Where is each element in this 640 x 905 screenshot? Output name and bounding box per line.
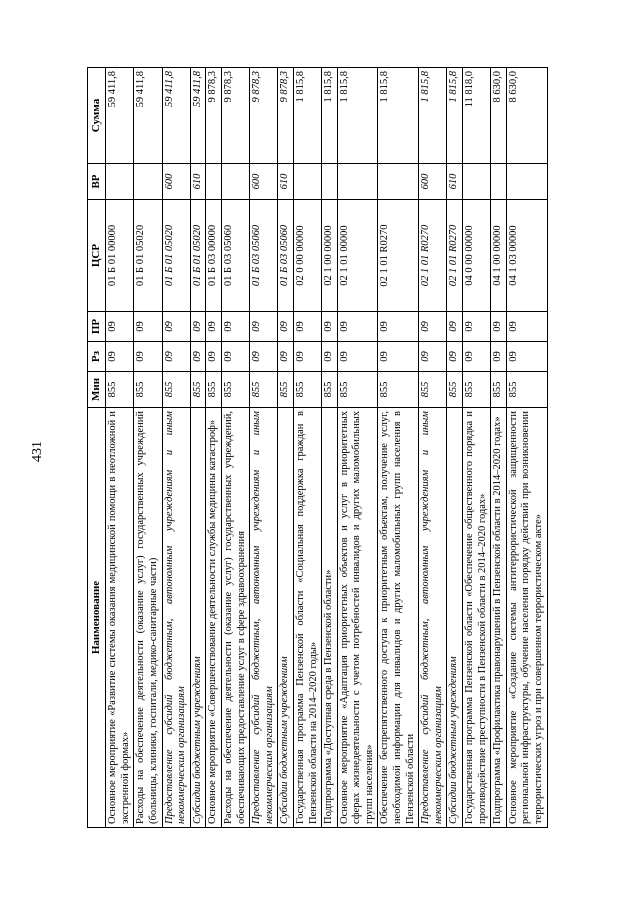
cell-pr: 09 bbox=[278, 312, 294, 342]
cell-rz: 09 bbox=[491, 342, 507, 372]
cell-name: Государственная программа Пензенской области «Обеспечение общественного порядка и противодействие преступности в Пензенской области в 2014–2020 годах» bbox=[463, 408, 491, 828]
table-row bbox=[447, 68, 463, 828]
cell-rz: 09 bbox=[278, 342, 294, 372]
cell-sum: 59 411,8 bbox=[106, 68, 134, 164]
cell-csr: 02 1 00 00000 bbox=[322, 200, 338, 312]
cell-pr: 09 bbox=[221, 312, 249, 342]
header-csr: ЦСР bbox=[88, 200, 106, 312]
cell-csr: 01 Б 03 05060 bbox=[221, 200, 249, 312]
cell-pr: 09 bbox=[322, 312, 338, 342]
cell-rz: 09 bbox=[162, 342, 190, 372]
cell-vr bbox=[221, 164, 249, 200]
cell-csr: 01 Б 03 05060 bbox=[250, 200, 278, 312]
cell-vr: 610 bbox=[190, 164, 206, 200]
cell-csr: 01 Б 01 00000 bbox=[106, 200, 134, 312]
table-row bbox=[250, 68, 278, 828]
cell-name: Обеспечение беспрепятственного доступа к приоритетным объектам, получение услуг, необходимой информации для инвалидов и других маломобильных групп населения в Пензенской области bbox=[378, 408, 419, 828]
cell-name: Основное мероприятие «Создание системы антитеррористической защищенности региональной инфраструктуры, обучение населения порядку действий при возникновении террористических угроз и при совершенном террористическом акте» bbox=[506, 408, 547, 828]
cell-pr: 09 bbox=[419, 312, 447, 342]
cell-name: Предоставление субсидий бюджетным, автономным учреждениям и иным некоммерческим организациям bbox=[419, 408, 447, 828]
cell-name: Основное мероприятие «Развитие системы оказания медицинской помощи в неотложной и экстренной формах» bbox=[106, 408, 134, 828]
cell-rz: 09 bbox=[293, 342, 321, 372]
cell-csr: 04 0 00 00000 bbox=[463, 200, 491, 312]
cell-csr: 02 1 01 00000 bbox=[337, 200, 378, 312]
cell-csr: 01 Б 03 05060 bbox=[278, 200, 294, 312]
cell-rz: 09 bbox=[419, 342, 447, 372]
cell-rz: 09 bbox=[206, 342, 222, 372]
cell-min: 855 bbox=[278, 372, 294, 408]
cell-sum: 1 815,8 bbox=[447, 68, 463, 164]
cell-min: 855 bbox=[106, 372, 134, 408]
cell-name: Расходы на обеспечение деятельности (оказание услуг) государственных учреждений (больницы, клиники, госпитали, медико-санитарные части) bbox=[134, 408, 162, 828]
cell-csr: 04 1 00 00000 bbox=[491, 200, 507, 312]
cell-rz: 09 bbox=[322, 342, 338, 372]
cell-sum: 9 878,3 bbox=[250, 68, 278, 164]
table-row bbox=[190, 68, 206, 828]
table-row bbox=[206, 68, 222, 828]
cell-vr bbox=[337, 164, 378, 200]
cell-csr: 01 Б 01 05020 bbox=[162, 200, 190, 312]
cell-sum: 8 630,0 bbox=[491, 68, 507, 164]
cell-pr: 09 bbox=[190, 312, 206, 342]
table-row bbox=[134, 68, 162, 828]
cell-pr: 09 bbox=[491, 312, 507, 342]
header-sum: Сумма bbox=[88, 68, 106, 164]
cell-csr: 04 1 03 00000 bbox=[506, 200, 547, 312]
cell-min: 855 bbox=[162, 372, 190, 408]
cell-vr: 600 bbox=[419, 164, 447, 200]
cell-name: Основное мероприятие «Совершенствование деятельности службы медицины катастроф» bbox=[206, 408, 222, 828]
cell-rz: 09 bbox=[447, 342, 463, 372]
cell-min: 855 bbox=[337, 372, 378, 408]
cell-sum: 9 878,3 bbox=[221, 68, 249, 164]
cell-vr bbox=[506, 164, 547, 200]
cell-min: 855 bbox=[378, 372, 419, 408]
cell-sum: 59 411,8 bbox=[190, 68, 206, 164]
page-number: 431 bbox=[30, 441, 45, 462]
cell-pr: 09 bbox=[134, 312, 162, 342]
cell-vr bbox=[206, 164, 222, 200]
cell-rz: 09 bbox=[106, 342, 134, 372]
table-row bbox=[491, 68, 507, 828]
cell-min: 855 bbox=[322, 372, 338, 408]
cell-rz: 09 bbox=[337, 342, 378, 372]
cell-name: Предоставление субсидий бюджетным, автономным учреждениям и иным некоммерческим организациям bbox=[162, 408, 190, 828]
cell-vr: 600 bbox=[162, 164, 190, 200]
cell-vr bbox=[106, 164, 134, 200]
cell-sum: 9 878,3 bbox=[206, 68, 222, 164]
cell-vr bbox=[491, 164, 507, 200]
table-row bbox=[463, 68, 491, 828]
cell-name: Субсидии бюджетным учреждениям bbox=[447, 408, 463, 828]
cell-name: Подпрограмма «Доступная среда в Пензенской области» bbox=[322, 408, 338, 828]
table-row bbox=[293, 68, 321, 828]
cell-pr: 09 bbox=[506, 312, 547, 342]
cell-min: 855 bbox=[506, 372, 547, 408]
cell-min: 855 bbox=[206, 372, 222, 408]
cell-min: 855 bbox=[293, 372, 321, 408]
cell-csr: 02 1 01 R0270 bbox=[419, 200, 447, 312]
cell-sum: 9 878,3 bbox=[278, 68, 294, 164]
header-pr: ПР bbox=[88, 312, 106, 342]
table-row bbox=[322, 68, 338, 828]
table-row bbox=[337, 68, 378, 828]
cell-rz: 09 bbox=[378, 342, 419, 372]
cell-min: 855 bbox=[463, 372, 491, 408]
header-rz: Рз bbox=[88, 342, 106, 372]
cell-sum: 1 815,8 bbox=[419, 68, 447, 164]
cell-pr: 09 bbox=[293, 312, 321, 342]
cell-name: Субсидии бюджетным учреждениям bbox=[278, 408, 294, 828]
cell-min: 855 bbox=[134, 372, 162, 408]
cell-name: Субсидии бюджетным учреждениям bbox=[190, 408, 206, 828]
cell-sum: 11 818,0 bbox=[463, 68, 491, 164]
cell-sum: 8 630,0 bbox=[506, 68, 547, 164]
cell-sum: 1 815,8 bbox=[293, 68, 321, 164]
cell-csr: 01 Б 01 05020 bbox=[134, 200, 162, 312]
cell-min: 855 bbox=[447, 372, 463, 408]
rotated-table-container bbox=[87, 68, 627, 828]
cell-min: 855 bbox=[221, 372, 249, 408]
header-name: Наименование bbox=[88, 408, 106, 828]
cell-pr: 09 bbox=[206, 312, 222, 342]
table-row bbox=[162, 68, 190, 828]
cell-rz: 09 bbox=[134, 342, 162, 372]
cell-sum: 59 411,8 bbox=[162, 68, 190, 164]
cell-sum: 1 815,8 bbox=[378, 68, 419, 164]
cell-name: Предоставление субсидий бюджетным, автономным учреждениям и иным некоммерческим организациям bbox=[250, 408, 278, 828]
cell-vr bbox=[134, 164, 162, 200]
cell-pr: 09 bbox=[337, 312, 378, 342]
cell-vr bbox=[322, 164, 338, 200]
table-header-row bbox=[88, 68, 106, 828]
cell-csr: 02 1 01 R0270 bbox=[447, 200, 463, 312]
cell-sum: 59 411,8 bbox=[134, 68, 162, 164]
cell-pr: 09 bbox=[378, 312, 419, 342]
cell-vr bbox=[378, 164, 419, 200]
cell-name: Подпрограмма «Профилактика правонарушений в Пензенской области в 2014–2020 годах» bbox=[491, 408, 507, 828]
cell-csr: 01 Б 01 05020 bbox=[190, 200, 206, 312]
budget-table bbox=[87, 67, 548, 828]
cell-pr: 09 bbox=[250, 312, 278, 342]
cell-min: 855 bbox=[491, 372, 507, 408]
table-row bbox=[221, 68, 249, 828]
cell-vr: 610 bbox=[447, 164, 463, 200]
cell-vr bbox=[293, 164, 321, 200]
cell-name: Расходы на обеспечение деятельности (оказание услуг) государственных учреждений, обеспечивающих предоставление услуг в сфере здравоохранения bbox=[221, 408, 249, 828]
cell-rz: 09 bbox=[190, 342, 206, 372]
table-row bbox=[278, 68, 294, 828]
cell-rz: 09 bbox=[506, 342, 547, 372]
cell-csr: 02 0 00 00000 bbox=[293, 200, 321, 312]
cell-min: 855 bbox=[250, 372, 278, 408]
cell-rz: 09 bbox=[221, 342, 249, 372]
cell-name: Государственная программа Пензенской области «Социальная поддержка граждан в Пензенской области на 2014–2020 годы» bbox=[293, 408, 321, 828]
table-row bbox=[419, 68, 447, 828]
table-row bbox=[378, 68, 419, 828]
table-row bbox=[506, 68, 547, 828]
cell-vr: 610 bbox=[278, 164, 294, 200]
cell-min: 855 bbox=[419, 372, 447, 408]
cell-csr: 02 1 01 R0270 bbox=[378, 200, 419, 312]
cell-pr: 09 bbox=[447, 312, 463, 342]
table-row bbox=[106, 68, 134, 828]
cell-sum: 1 815,8 bbox=[337, 68, 378, 164]
cell-name: Основное мероприятие «Адаптация приоритетных объектов и услуг в приоритетных сферах жизнедеятельности с учетом потребностей инвалидов и других маломобильных групп населения» bbox=[337, 408, 378, 828]
cell-rz: 09 bbox=[250, 342, 278, 372]
cell-pr: 09 bbox=[162, 312, 190, 342]
table-body bbox=[106, 68, 547, 828]
header-min: Мин bbox=[88, 372, 106, 408]
cell-vr bbox=[463, 164, 491, 200]
cell-min: 855 bbox=[190, 372, 206, 408]
cell-csr: 01 Б 03 00000 bbox=[206, 200, 222, 312]
cell-vr: 600 bbox=[250, 164, 278, 200]
cell-sum: 1 815,8 bbox=[322, 68, 338, 164]
header-vr: ВР bbox=[88, 164, 106, 200]
cell-rz: 09 bbox=[463, 342, 491, 372]
cell-pr: 09 bbox=[106, 312, 134, 342]
cell-pr: 09 bbox=[463, 312, 491, 342]
